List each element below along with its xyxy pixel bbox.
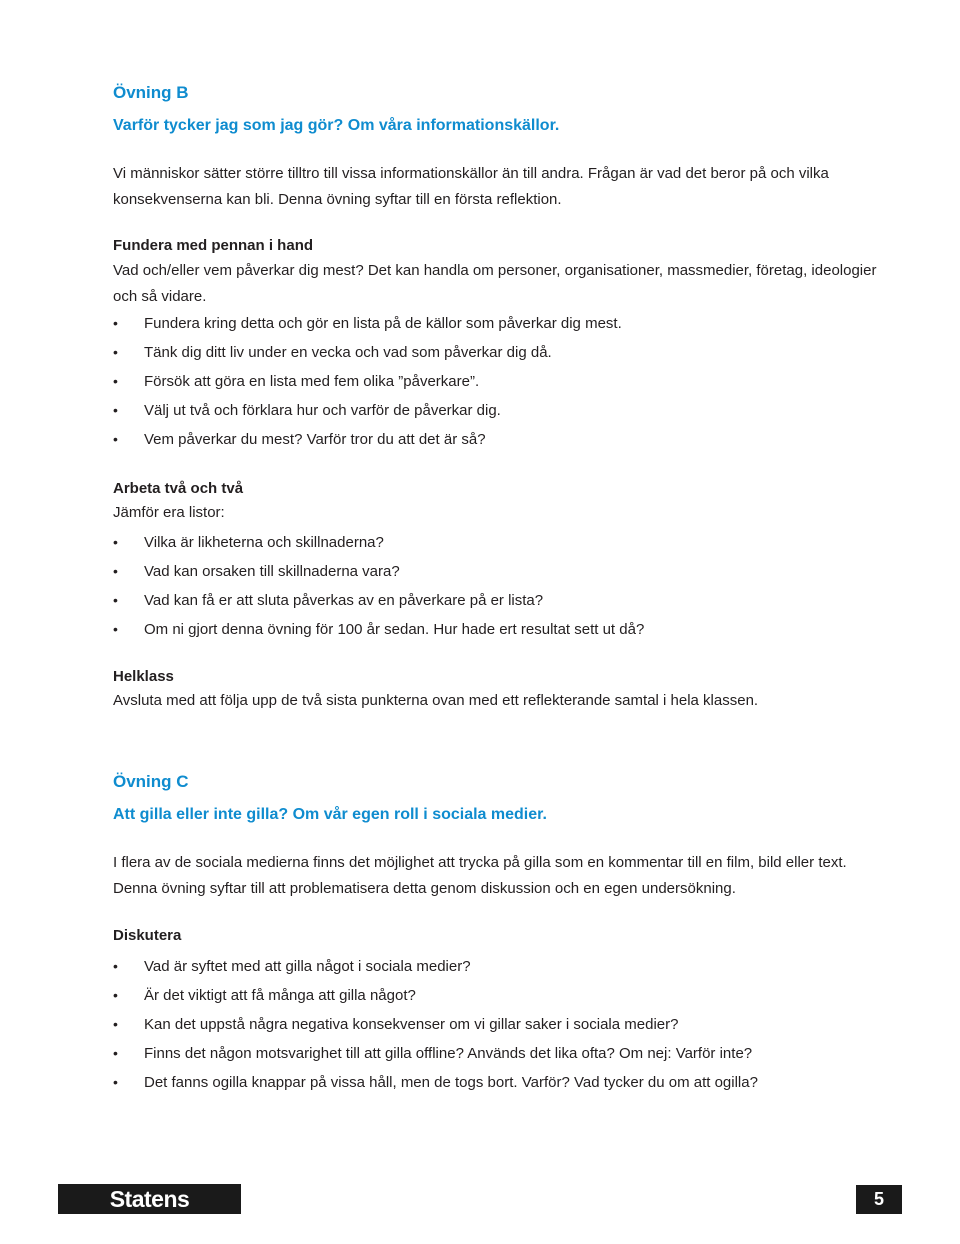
list-item (113, 528, 913, 557)
ovning-b-subtitle: Varför tycker jag som jag gör? Om våra informationskällor. (113, 117, 560, 134)
bullet-icon: • (113, 431, 118, 447)
list-item (113, 615, 913, 644)
ovning-b-section2-title: Arbeta två och två (113, 480, 244, 497)
list-item (113, 1068, 913, 1097)
ovning-c-heading: Övning C (113, 772, 189, 791)
list-item-text: Försök att göra en lista med fem olika ”påverkare”. (144, 373, 480, 390)
list-item (113, 586, 913, 615)
page-number: 5 (856, 1185, 902, 1214)
list-item (113, 309, 913, 338)
bullet-icon: • (113, 1074, 118, 1090)
list-item-text: Finns det någon motsvarighet till att gilla offline? Används det lika ofta? Om nej: Varför inte? (144, 1045, 753, 1062)
ovning-b-section1-list (113, 309, 913, 454)
bullet-icon: • (113, 592, 118, 608)
list-item (113, 396, 913, 425)
statens-medierad-logo: Statens medieråd (58, 1184, 241, 1214)
bullet-icon: • (113, 534, 118, 550)
ovning-c-section1-list (113, 952, 913, 1097)
list-item (113, 338, 913, 367)
list-item (113, 367, 913, 396)
list-item-text: Tänk dig ditt liv under en vecka och vad som påverkar dig då. (144, 344, 552, 361)
list-item-text: Vad är syftet med att gilla något i sociala medier? (144, 958, 471, 975)
list-item-text: Om ni gjort denna övning för 100 år sedan. Hur hade ert resultat sett ut då? (144, 621, 645, 638)
ovning-c-intro: I flera av de sociala medierna finns det möjlighet att trycka på gilla som en kommentar till en film, bild eller text. Denna övning syftar till att problematisera detta genom diskussion och en egen undersökning. (113, 854, 847, 897)
ovning-b-intro: Vi människor sätter större tilltro till vissa informationskällor än till andra. Frågan är vad det beror på och vilka konsekvenserna kan bli. Denna övning syftar till en första reflektion. (113, 165, 829, 208)
bullet-icon: • (113, 621, 118, 637)
list-item (113, 952, 913, 981)
bullet-icon: • (113, 987, 118, 1003)
list-item-text: Fundera kring detta och gör en lista på de källor som påverkar dig mest. (144, 315, 622, 332)
ovning-c-subtitle: Att gilla eller inte gilla? Om vår egen roll i sociala medier. (113, 806, 547, 823)
list-item (113, 1010, 913, 1039)
bullet-icon: • (113, 958, 118, 974)
list-item (113, 1039, 913, 1068)
ovning-b-section2-text: Jämför era listor: (113, 504, 225, 521)
list-item-text: Vem påverkar du mest? Varför tror du att det är så? (144, 431, 486, 448)
list-item-text: Vad kan orsaken till skillnaderna vara? (144, 563, 400, 580)
bullet-icon: • (113, 344, 118, 360)
bullet-icon: • (113, 1016, 118, 1032)
ovning-b-heading: Övning B (113, 83, 189, 102)
ovning-b-section2-list (113, 528, 913, 644)
bullet-icon: • (113, 563, 118, 579)
bullet-icon: • (113, 315, 118, 331)
ovning-b-section1-title: Fundera med pennan i hand (113, 237, 314, 254)
bullet-icon: • (113, 1045, 118, 1061)
list-item (113, 981, 913, 1010)
bullet-icon: • (113, 402, 118, 418)
list-item (113, 557, 913, 586)
ovning-b-section3-title: Helklass (113, 668, 174, 685)
ovning-b-section1-text: Vad och/eller vem påverkar dig mest? Det kan handla om personer, organisationer, massmedier, företag, ideologier och så vidare. (113, 262, 877, 305)
list-item-text: Kan det uppstå några negativa konsekvenser om vi gillar saker i sociala medier? (144, 1016, 679, 1033)
list-item-text: Vilka är likheterna och skillnaderna? (144, 534, 384, 551)
ovning-c-section1-title: Diskutera (113, 927, 182, 944)
list-item-text: Det fanns ogilla knappar på vissa håll, men de togs bort. Varför? Vad tycker du om att ogilla? (144, 1074, 758, 1091)
list-item-text: Välj ut två och förklara hur och varför de påverkar dig. (144, 402, 501, 419)
list-item (113, 425, 913, 454)
bullet-icon: • (113, 373, 118, 389)
list-item-text: Är det viktigt att få många att gilla något? (144, 987, 416, 1004)
ovning-b-section3-text: Avsluta med att följa upp de två sista punkterna ovan med ett reflekterande samtal i hela klassen. (113, 692, 759, 709)
list-item-text: Vad kan få er att sluta påverkas av en påverkare på er lista? (144, 592, 544, 609)
